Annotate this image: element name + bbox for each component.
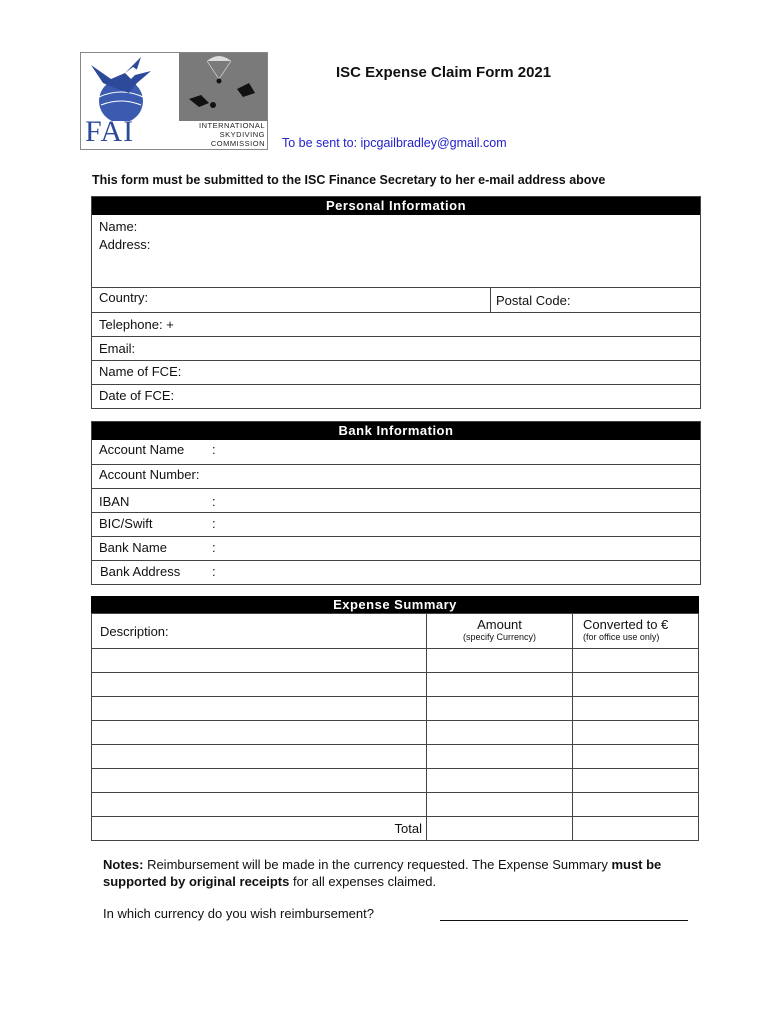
description-cell[interactable] (92, 697, 427, 721)
total-label-cell (92, 817, 427, 841)
notes-label: Notes: (103, 857, 144, 872)
converted-cell[interactable] (573, 793, 699, 817)
expense-summary-section (91, 596, 699, 841)
description-cell[interactable] (92, 721, 427, 745)
amount-note: (specify Currency) (462, 632, 536, 642)
fai-text: FAI (85, 115, 135, 148)
total-label: Total (394, 821, 422, 836)
divider (490, 288, 491, 312)
bank-address-field[interactable] (92, 560, 700, 584)
skydivers-image (179, 53, 267, 121)
description-cell[interactable] (92, 769, 427, 793)
expense-row (92, 697, 699, 721)
name-label: Name: (99, 219, 138, 234)
bank-information-section (91, 421, 701, 585)
converted-cell[interactable] (573, 769, 699, 793)
eagle-globe-icon (81, 53, 179, 121)
notes-text-part1: Reimbursement will be made in the currency requested. The Expense Summary (143, 857, 612, 872)
description-cell[interactable] (92, 649, 427, 673)
address-label: Address: (99, 237, 151, 252)
amount-label: Amount (477, 617, 522, 632)
total-row (92, 817, 699, 841)
description-cell[interactable] (92, 745, 427, 769)
expense-row (92, 745, 699, 769)
country-row (92, 287, 700, 312)
description-label: Description: (100, 623, 169, 639)
amount-header (427, 614, 573, 649)
fce-name-field[interactable] (92, 360, 700, 384)
description-header (92, 614, 427, 649)
converted-cell[interactable] (573, 673, 699, 697)
amount-cell[interactable] (427, 673, 573, 697)
description-cell[interactable] (92, 793, 427, 817)
expense-row (92, 673, 699, 697)
notes-text-part2: for all expenses claimed. (289, 874, 437, 889)
amount-cell[interactable] (427, 745, 573, 769)
bank-name-field[interactable] (92, 536, 700, 560)
expense-row (92, 769, 699, 793)
name-address-field[interactable] (92, 215, 700, 287)
email-field[interactable] (92, 336, 700, 360)
currency-question: In which currency do you wish reimbursement? (103, 906, 374, 921)
account-number-label: Account Number: (99, 467, 200, 482)
iban-field[interactable] (92, 488, 700, 512)
description-cell[interactable] (92, 673, 427, 697)
instruction-text: This form must be submitted to the ISC Finance Secretary to her e-mail address above (92, 173, 606, 187)
send-to-email[interactable]: To be sent to: ipcgailbradley@gmail.com (282, 136, 507, 150)
bic-label: BIC/Swift (99, 516, 153, 531)
colon: : (212, 494, 216, 509)
telephone-field[interactable] (92, 312, 700, 336)
converted-cell[interactable] (573, 697, 699, 721)
expense-row (92, 793, 699, 817)
converted-label: Converted to € (583, 617, 669, 632)
expense-table (91, 613, 699, 841)
converted-note: (for office use only) (583, 632, 660, 642)
account-number-field[interactable] (92, 464, 700, 488)
amount-cell[interactable] (427, 793, 573, 817)
converted-cell[interactable] (573, 721, 699, 745)
fce-name-label: Name of FCE: (99, 364, 182, 379)
section-header: Expense Summary (91, 596, 699, 613)
bic-field[interactable] (92, 512, 700, 536)
section-header: Personal Information (92, 197, 700, 215)
converted-cell[interactable] (573, 649, 699, 673)
expense-header-row (92, 614, 699, 649)
telephone-label: Telephone: + (99, 317, 174, 332)
amount-cell[interactable] (427, 649, 573, 673)
total-amount-cell[interactable] (427, 817, 573, 841)
colon: : (212, 516, 216, 531)
email-label: Email: (99, 341, 136, 356)
section-header: Bank Information (92, 422, 700, 440)
notes-text (103, 856, 663, 890)
total-converted-cell[interactable] (573, 817, 699, 841)
account-name-label: Account Name (99, 442, 185, 457)
amount-cell[interactable] (427, 769, 573, 793)
country-label[interactable]: Country: (99, 290, 149, 305)
colon: : (212, 442, 216, 457)
fce-date-field[interactable] (92, 384, 700, 408)
expense-row (92, 649, 699, 673)
amount-cell[interactable] (427, 721, 573, 745)
colon: : (212, 564, 216, 579)
currency-input-line[interactable] (440, 920, 688, 921)
bank-name-label: Bank Name (99, 540, 167, 555)
page-title: ISC Expense Claim Form 2021 (336, 64, 552, 81)
fai-logo (80, 52, 268, 150)
fce-date-label: Date of FCE: (99, 388, 175, 403)
expense-row (92, 721, 699, 745)
bank-address-label: Bank Address (100, 564, 181, 579)
commission-text: INTERNATIONAL SKYDIVING COMMISSION (199, 121, 265, 148)
converted-cell[interactable] (573, 745, 699, 769)
iban-label: IBAN (99, 494, 130, 509)
account-name-field[interactable] (92, 440, 700, 464)
notes-bold-text: must be supported by original receipts (103, 857, 662, 889)
postal-code-label[interactable]: Postal Code: (496, 293, 571, 308)
amount-cell[interactable] (427, 697, 573, 721)
converted-header (573, 614, 699, 649)
colon: : (212, 540, 216, 555)
personal-information-section (91, 196, 701, 409)
